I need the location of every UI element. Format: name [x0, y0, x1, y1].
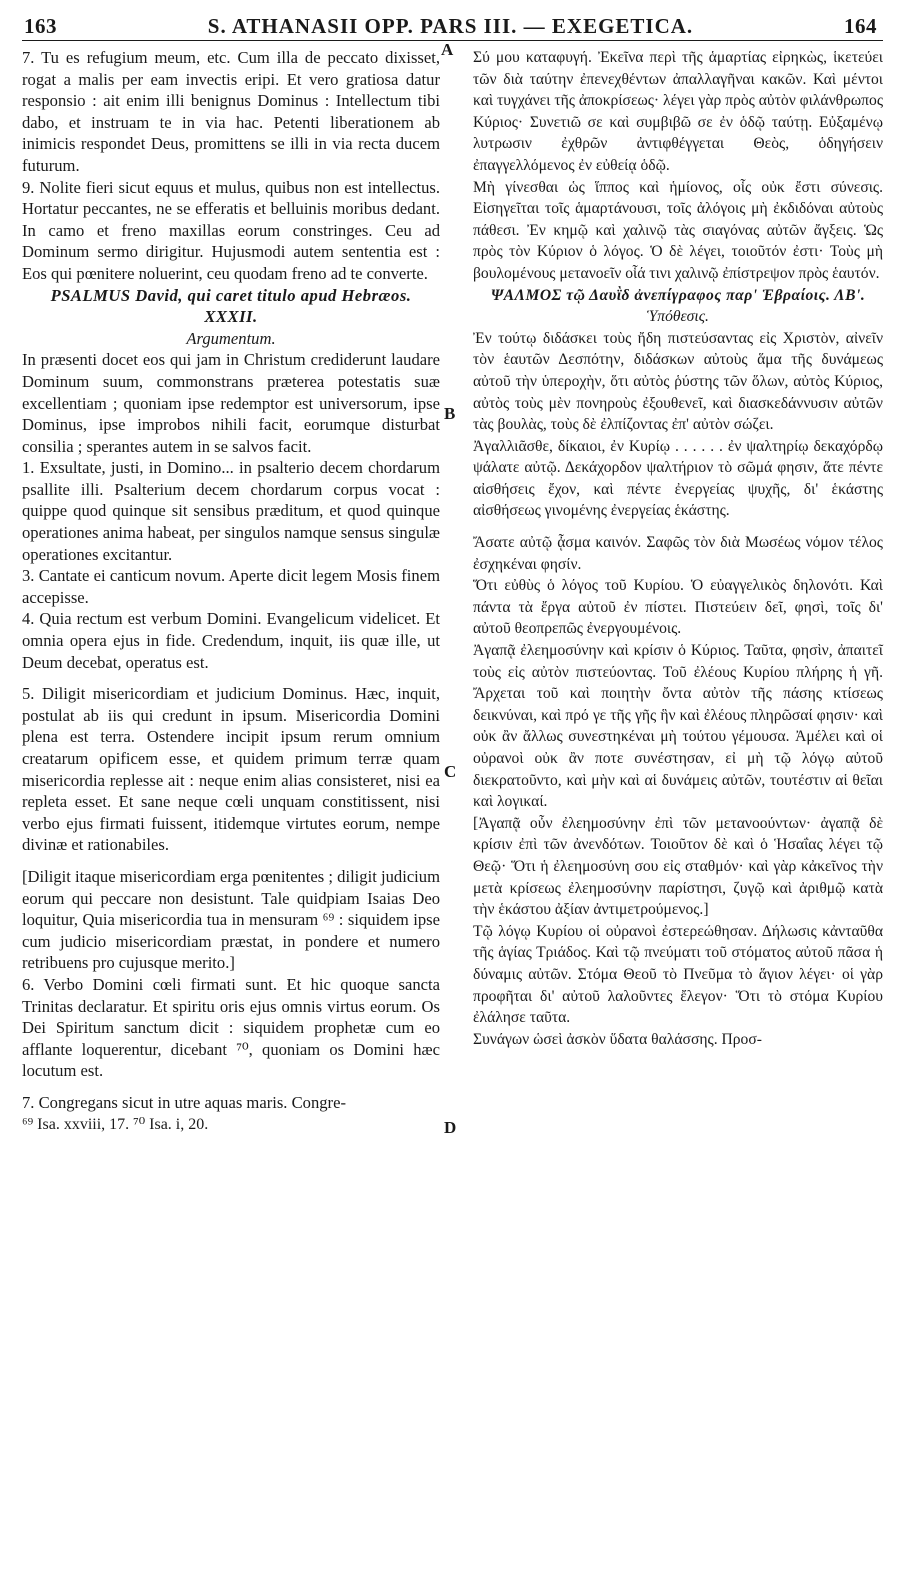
greek-verse-6: Τῷ λόγῳ Κυρίου οἱ οὐρανοὶ ἐστερεώθησαν. Δήλωσις κἀνταῦθα τῆς ἁγίας Τριάδος. Καὶ τῷ πνεύματι τοῦ στόματος αὐτοῦ πᾶσα ἡ δύναμις αὐτῶν. Στόμα Θεοῦ τὸ Πνεῦμα τὸ ἅγιον λέγει· οἱ γὰρ προφῆται δι' αὐτοῦ λαλοῦντες ἔλεγον· Ὅτι τὸ στόμα Κυρίου ἐλάλησε ταῦτα. — [473, 922, 883, 1027]
greek-verse-7: Σύ μου καταφυγή. Ἐκεῖνα περὶ τῆς ἁμαρτίας εἰρηκὼς, ἱκετεύει τῶν διὰ ταύτην ἐπενεχθέντων ἀπαλλαγῆναι κακῶν. Καὶ μέντοι καὶ τυγχάνει τῆς ἀποκρίσεως· λέγει γὰρ πρὸς αὐτὸν φιλάνθρωπος Κύριος· Συνετιῶ σε καὶ συμβιβῶ σε ἐν ὁδῷ ταύτῃ. Εὐξαμένῳ λυτρωσιν ἐχθρῶν ἀντιφθέγγεται Θεὸς, ὁδηγήσειν ἐπαγγελλόμενος ἐν εὐθείᾳ ὁδῷ. — [473, 49, 883, 174]
margin-letter-d: D — [444, 1118, 457, 1137]
latin-argument-heading: Argumentum. — [186, 328, 276, 348]
running-header — [22, 14, 883, 41]
greek-verse-1: Ἀγαλλιᾶσθε, δίκαιοι, ἐν Κυρίῳ . . . . . . ἐν ψαλτηρίῳ δεκαχόρδῳ ψάλατε αὐτῷ. Δεκάχορδον ψαλτήριον τὸ σῶμά φησιν, ἅτε πέντε αἰσθήσεις ἔχον, καὶ πέντε ἐνεργείας ψυχῆς, δι' ἑκάστης αἰσθήσεως γινομένης ἐνεργείας ἑκάστης. — [473, 437, 883, 520]
greek-argument-heading: Ὑπόθεσις. — [647, 308, 709, 326]
right-page-number: 164 — [843, 14, 877, 38]
margin-letter-b: B — [444, 404, 456, 423]
latin-footnotes: ⁶⁹ Isa. xxviii, 17. ⁷⁰ Isa. i, 20. — [22, 1115, 209, 1133]
latin-bracket-passage: [Diligit itaque misericordiam erga pœnitentes ; diligit judicium eorum qui peccare non desistunt. Tale quidpiam Isaias Deo loquitur, Quia misericordia tua in mensuram ⁶⁹ : siquidem ipse cum judicio misericordiam præstat, in pondere et numero retribuens pro cujusque merito.] — [22, 866, 440, 973]
running-title: S. ATHANASII OPP. PARS III. — EXEGETICA. — [207, 14, 694, 38]
margin-letter-c: C — [444, 762, 457, 781]
latin-argument-text: In præsenti docet eos qui jam in Christum crediderunt laudare Dominum suum, commonstrans prætereа potestatis suæ excellentiam ; quoniam ipse redemptor est universorum, ipse Dominus, ipse improbos nihili facit, eorumque disturbat consilia ; sperantes autem in se salvos facit. — [22, 350, 440, 456]
latin-verse-4: 4. Quia rectum est verbum Domini. Evangelicum videlicet. Et omnia opera ejus in fide. Credendum, inquit, iis quæ ille, ut Deum decebat, operatus est. — [22, 609, 440, 672]
latin-verse-7: 7. Tu es refugium meum, etc. Cum illa de peccato dixisset, rogat a malis per eam invectis eripi. Et vero gratiosa datur responsio : ait enim illi benignus Dominus : Intellectum tibi dabo, et instruam te in via hac. Petenti liberationem ab inimicis respondet Deus, promittens se illi in via recta ducem futurum. — [22, 48, 440, 175]
latin-verse-5: 5. Diligit misericordiam et judicium Dominus. Hæc, inquit, postulat ab iis qui credunt in ipsum. Misericordia Domini plena est terra. Ostendere incipit ipsum rerum omnium creatarum opificem esse, et quidem primum terræ quam misericordia replesse ait : neque enim alias consisteret, nisi ea repleta esset. Et sane neque cœli unquam constitissent, nisi verbo ejus firmati fuissent, itidemque virtutes eorum, nempe divinæ et rationabiles. — [22, 684, 440, 855]
latin-verse-9: 9. Nolite fieri sicut equus et mulus, quibus non est intellectus. Hortatur peccantes, ne se efferatis et belluinis moribus dedant. In camo et freno maxillas eorum constringes. Ceu ad Dominum sermo dirigitur. Hujusmodi autem sententia est : Eos qui pœnitere noluerint, ceu quodam freno ad te converte. — [22, 177, 440, 283]
greek-verse-3: Ἄσατε αὐτῷ ᾆσμα καινόν. Σαφῶς τὸν διὰ Μωσέως νόμον τέλος ἐσχηκέναι φησίν. — [473, 534, 883, 573]
latin-psalm-number: XXXII. — [204, 307, 258, 327]
left-page-number: 163 — [24, 14, 57, 38]
latin-psalm-title: PSALMUS David, qui caret titulo apud Hebræos. — [50, 285, 412, 305]
greek-verse-5: Ἀγαπᾷ ἐλεημοσύνην καὶ κρίσιν ὁ Κύριος. Ταῦτα, φησὶν, ἀπαιτεῖ τοὺς εἰς αὐτὸν πιστεύοντας. Τοῦ ἐλέους Κυρίου πλήρης ἡ γῆ. Ἄρχεται τοῦ καὶ ποιητὴν ὄντα αὐτὸν τῆς πάσης κτίσεως δεικνύναι, καὶ πρό γε τῆς γῆς ἣν καὶ ἐλέους πληρῶσαί φησιν· καὶ οὐκ ἂν ἄλλως συνεστηκέναι μὴ τούτου γέμουσα. Ἀμέλει καὶ οἱ οὐρανοὶ οὐκ ἂν ποτε συνέστησαν, εἰ μὴ τῷ λόγῳ αὐτοῦ διεκρατοῦντο, καὶ μὴν καὶ αἱ δυνάμεις αὐτῶν, τουτέστιν αἱ θεῖαι καὶ λογικαί. — [473, 642, 883, 811]
greek-verse-7b: Συνάγων ὡσεὶ ἀσκὸν ὕδατα θαλάσσης. Προσ- — [473, 1030, 762, 1048]
greek-psalm-title: ΨΑΛΜΟΣ τῷ Δαυῒδ ἀνεπίγραφος παρ' Ἑβραίοις. ΛΒ'. — [490, 286, 866, 304]
latin-verse-7b: 7. Congregans sicut in utre aquas maris. Congre- — [22, 1092, 346, 1112]
greek-bracket-passage: [Ἀγαπᾷ οὖν ἐλεημοσύνην ἐπὶ τῶν μετανοούντων· ἀγαπᾷ δὲ κρίσιν ἐπὶ τῶν ἀνενδότων. Τοιοῦτον δὲ καὶ ὁ Ἡσαΐας λέγει τῷ Θεῷ· Ὅτι ἡ ἐλεημοσύνη σου εἰς σταθμόν· καὶ γὰρ κἀκεῖνος τὴν μετὰ κρίσεως ἐλεημοσύνην παρίστησι, ζυγῷ καὶ ἀριθμῷ κατὰ τὴν ἑκάστου ἀξίαν ἀντιμετρούμενος.] — [473, 814, 883, 919]
greek-column — [473, 47, 883, 1135]
margin-letter-a: A — [441, 40, 454, 59]
latin-column — [22, 47, 440, 1135]
two-column-body — [22, 47, 883, 1135]
greek-verse-9: Μὴ γίνεσθαι ὡς ἵππος καὶ ἡμίονος, οἷς οὐκ ἔστι σύνεσις. Εἰσηγεῖται τοῖς ἁμαρτάνουσι, τοῖς ἀλόγοις μὴ ἐκδιδόναι αὐτοὺς πάθεσι. Ἐν κημῷ καὶ χαλινῷ τὰς σιαγόνας αὐτῶν ἄγξεις. Ὡς πρὸς τὸν Κύριον ὁ λόγος. Ὁ δὲ λέγει, τοιοῦτόν ἐστι· Τοὺς μὴ βουλομένους μετανοεῖν οἷά τινι χαλινῷ ἐπίστρεψον πρὸς ἑαυτόν. — [473, 178, 883, 282]
latin-verse-6: 6. Verbo Domini cœli firmati sunt. Et hic quoque sancta Trinitas declaratur. Et spiritu oris ejus omnis virtus eorum. Os Dei Spiritum sanctum dicit : siquidem prophetæ cum eo afflante loquerentur, dicebant ⁷⁰, quoniam os Domini hæc locutum est. — [22, 974, 440, 1081]
greek-verse-4: Ὅτι εὐθὺς ὁ λόγος τοῦ Κυρίου. Ὁ εὐαγγελικὸς δηλονότι. Καὶ πάντα τὰ ἔργα αὐτοῦ ἐν πίστει. Πιστεύειν δεῖ, φησὶ, τοῖς δι' αὐτοῦ θεοπρεπῶς ἐνεργουμένοις. — [473, 577, 883, 638]
greek-argument-text: Ἐν τούτῳ διδάσκει τοὺς ἤδη πιστεύσαντας εἰς Χριστὸν, αἰνεῖν τὸν ἑαυτῶν Δεσπότην, διδάσκων αὐτοὺς ἅμα τῆς δυνάμεως αὐτοῦ τὴν ὑπεροχὴν, ὅτι αὐτὸς ῥύστης τῶν ὅλων, αὐτὸς Κύριος, αὐτὸς τοὺς μὲν πονηροὺς ἐξουθενεῖ, καὶ διασκεδάννυσιν αὐτῶν τὰς βουλὰς, τοὺς δὲ ἐλπίζοντας ἐπ' αὐτὸν σώζει. — [473, 329, 883, 434]
latin-verse-3: 3. Cantate ei canticum novum. Aperte dicit legem Mosis finem accepisse. — [22, 566, 440, 607]
latin-verse-1: 1. Exsultate, justi, in Domino... in psalterio decem chordarum psallite illi. Psalterium decem chordarum corpus vocat : quippe quod quinque sit sensibus præditum, et quod quinque operationes anima habeat, per singulos namque sensus singulæ operationes excitantur. — [22, 458, 440, 564]
